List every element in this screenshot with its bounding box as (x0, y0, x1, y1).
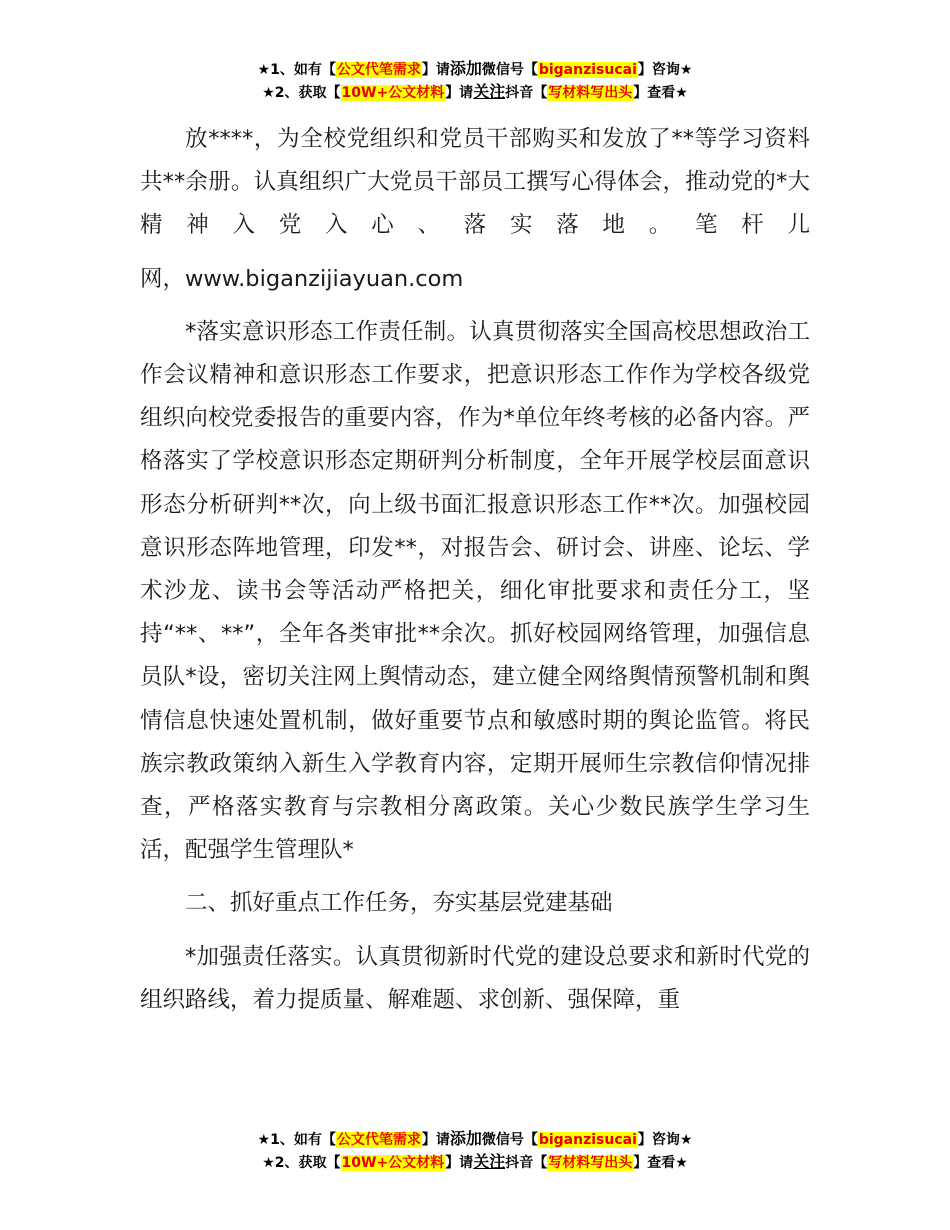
document-body (140, 118, 810, 1022)
banner-highlight-douyin: 写材料写出头 (548, 85, 633, 101)
banner-line-1: ★1、如有【公文代笔需求】请添加微信号【biganzisucai】咨询★ (257, 1129, 693, 1148)
footer-banner (0, 1128, 950, 1174)
banner-highlight-wechat: biganzisucai (538, 1132, 637, 1148)
paragraph-1-continued: 网，www.biganzijiayuan.com (140, 265, 464, 292)
paragraph-responsibility: *加强责任落实。认真贯彻新时代党的建设总要求和新时代党的组织路线，着力提质量、解难题、求创新、强保障，重 (140, 943, 810, 1013)
banner-highlight-service: 公文代笔需求 (336, 62, 421, 78)
banner-highlight-materials: 10W+公文材料 (341, 1155, 445, 1171)
banner-highlight-materials: 10W+公文材料 (341, 85, 445, 101)
banner-highlight-service: 公文代笔需求 (336, 1132, 421, 1148)
paragraph-ideology: *落实意识形态工作责任制。认真贯彻落实全国高校思想政治工作会议精神和意识形态工作要求，把意识形态工作作为学校各级党组织向校党委报告的重要内容，作为*单位年终考核的必备内容。严格落实了学校意识形态定期研判分析制度，全年开展学校层面意识形态分析研判**次，向上级书面汇报意识形态工作**次。加强校园意识形态阵地管理，印发**，对报告会、研讨会、讲座、论坛、学术沙龙、读书会等活动严格把关，细化审批要求和责任分工，坚持“**、**”，全年各类审批**余次。抓好校园网络管理，加强信息员队*设，密切关注网上舆情动态，建立健全网络舆情预警机制和舆情信息快速处置机制，做好重要节点和敏感时期的舆论监管。将民族宗教政策纳入新生入学教育内容，定期开展师生宗教信仰情况排查，严格落实教育与宗教相分离政策。关心少数民族学生学习生活，配强学生管理队* (140, 318, 810, 864)
header-banner (0, 58, 950, 104)
banner-line-2: ★2、获取【10W+公文材料】请关注抖音【写材料写出头】查看★ (262, 82, 688, 101)
banner-highlight-douyin: 写材料写出头 (548, 1155, 633, 1171)
banner-highlight-wechat: biganzisucai (538, 62, 637, 78)
banner-line-2: ★2、获取【10W+公文材料】请关注抖音【写材料写出头】查看★ (262, 1152, 688, 1171)
banner-line-1: ★1、如有【公文代笔需求】请添加微信号【biganzisucai】咨询★ (257, 59, 693, 78)
paragraph-1: 放****，为全校党组织和党员干部购买和发放了**等学习资料共**余册。认真组织广大党员干部员工撰写心得体会，推动党的*大精神入党入心、落实落地。笔杆儿 (140, 126, 810, 239)
section-heading-2: 二、抓好重点工作任务，夯实基层党建基础 (185, 890, 613, 917)
